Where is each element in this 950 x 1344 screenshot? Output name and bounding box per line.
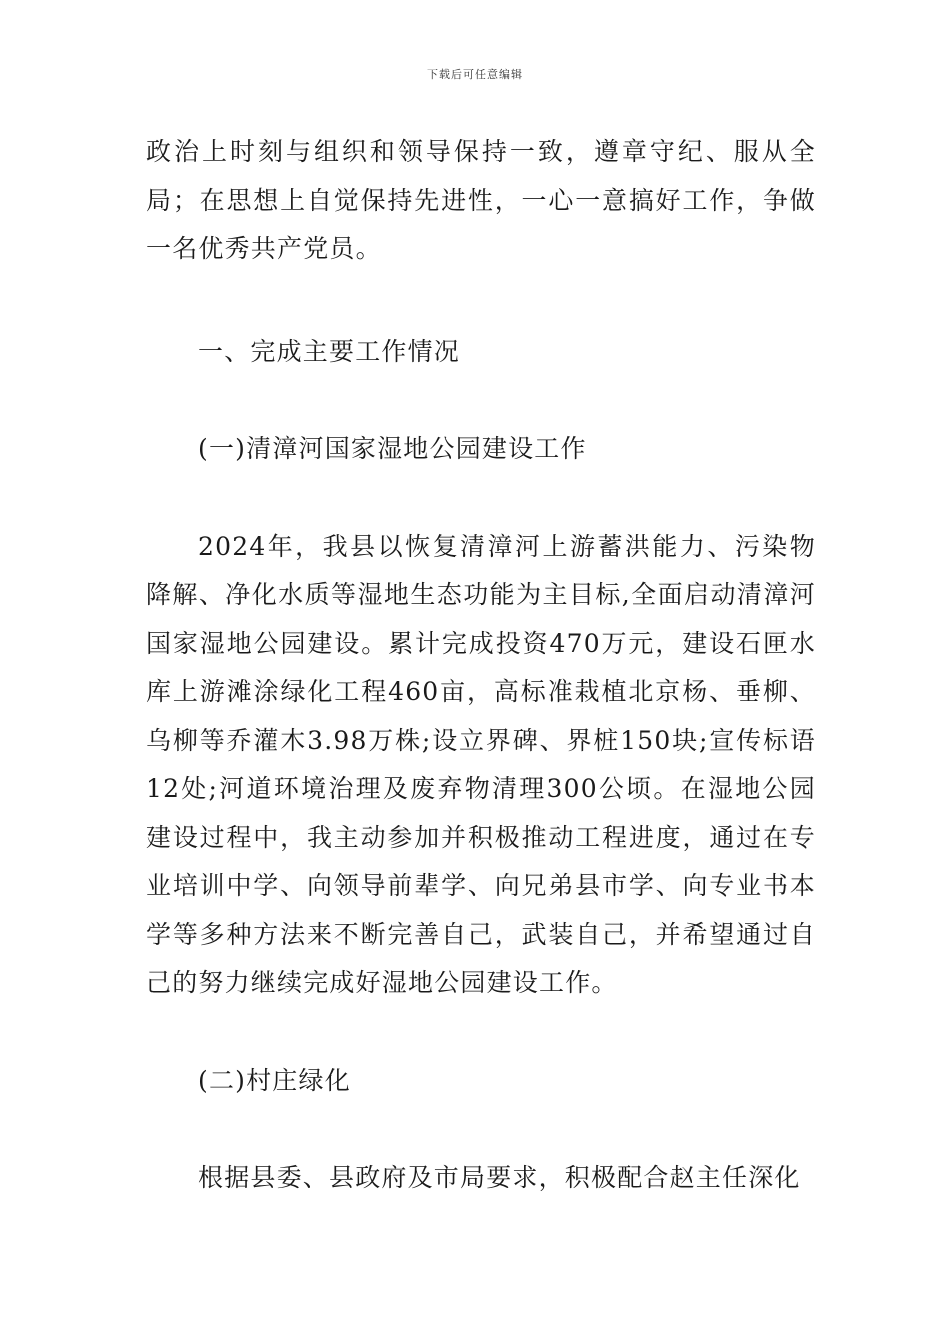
- spacer: [146, 274, 816, 328]
- spacer: [146, 474, 816, 523]
- subsection-heading-wetland: (一)清漳河国家湿地公园建设工作: [198, 434, 587, 463]
- subsection-heading-village: (二)村庄绿化: [198, 1065, 351, 1095]
- document-body: [146, 128, 816, 1203]
- village-paragraph: 根据县委、县政府及市局要求，积极配合赵主任深化: [198, 1163, 801, 1192]
- wetland-paragraph: 2024年，我县以恢复清漳河上游蓄洪能力、污染物降解、净化水质等湿地生态功能为主目标,全面启动清漳河国家湿地公园建设。累计完成投资470万元，建设石匣水库上游滩涂绿化工程460亩，高标准栽植北京杨、垂柳、乌柳等乔灌木3.98万株;设立界碑、界桩150块;宣传标语12处;河道环境治理及废弃物清理300公顷。在湿地公园建设过程中，我主动参加并积极推动工程进度，通过在专业培训中学、向领导前辈学、向兄弟县市学、向专业书本学等多种方法来不断完善自己，武装自己，并希望通过自己的努力继续完成好湿地公园建设工作。: [146, 531, 816, 997]
- page-header: 下载后可任意编辑: [427, 68, 523, 81]
- spacer: [146, 1105, 816, 1154]
- section-heading: 一、完成主要工作情况: [198, 336, 461, 366]
- intro-paragraph: 政治上时刻与组织和领导保持一致，遵章守纪、服从全局；在思想上自觉保持先进性，一心一意搞好工作，争做一名优秀共产党员。: [146, 137, 816, 263]
- spacer: [146, 1008, 816, 1057]
- spacer: [146, 376, 816, 425]
